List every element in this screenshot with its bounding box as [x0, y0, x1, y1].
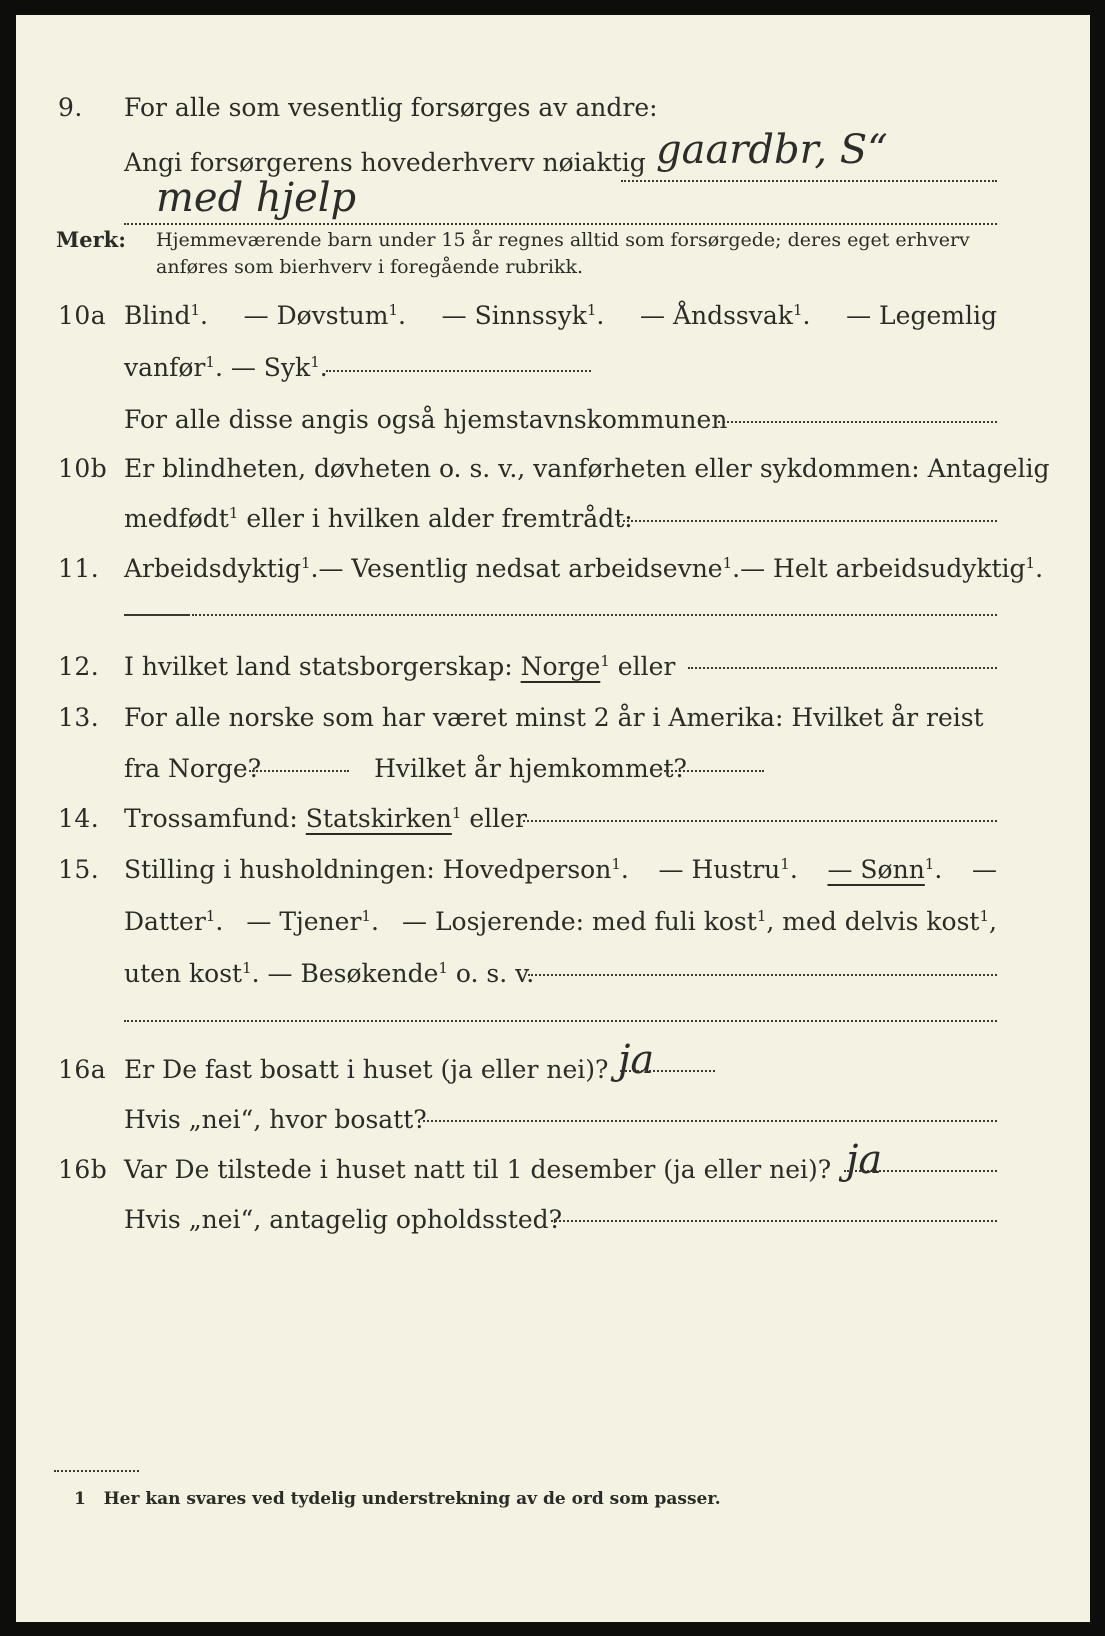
question-15-line3: [16, 953, 1090, 993]
census-form-page: [16, 15, 1090, 1622]
question-12-row: [16, 646, 1090, 686]
question-text: medfødt$^1$ eller i hvilken alder fremtrådt:: [124, 504, 633, 533]
question-16b-line2: [16, 1199, 1090, 1239]
question-10b-row: [16, 448, 1090, 488]
answer-line: [518, 820, 997, 822]
question-number: 13.: [58, 703, 100, 732]
question-text: I hvilket land statsborgerskap: Norge$^1$ eller: [124, 652, 676, 681]
question-text: For alle norske som har været minst 2 år i Amerika: Hvilket år reist: [124, 703, 984, 732]
footnote: [74, 1489, 721, 1509]
question-16a-line2: [16, 1099, 1090, 1139]
question-text: uten kost$^1$. — Besøkende$^1$ o. s. v.: [124, 959, 535, 988]
question-number: 16a: [58, 1055, 107, 1084]
answer-line: [688, 667, 997, 669]
footnote-mark: 1: [74, 1489, 86, 1509]
question-text: Er De fast bosatt i huset (ja eller nei)?: [124, 1055, 609, 1084]
answer-line: [124, 223, 997, 225]
handwritten-answer: ja: [618, 1037, 655, 1083]
question-9-row: [16, 87, 1090, 127]
question-text: vanfør$^1$. — Syk$^1$.: [124, 353, 328, 382]
handwritten-answer: med hjelp: [156, 175, 357, 221]
answer-line: [618, 520, 997, 522]
question-15-line2: [16, 901, 1090, 941]
answer-line: [326, 370, 591, 372]
question-text: Hvis „nei“, antagelig opholdssted?: [124, 1205, 563, 1234]
question-text: Angi forsørgerens hovederhverv nøiaktig: [124, 148, 646, 177]
answer-line: [664, 770, 764, 772]
question-text: Stilling i husholdningen: Hovedperson$^1$. — Hustru$^1$. — Sønn$^1$. —: [124, 855, 997, 884]
answer-line: [718, 421, 997, 423]
question-10b-line2: [16, 498, 1090, 538]
handwritten-answer: ja: [846, 1137, 883, 1183]
question-text: Datter$^1$. — Tjener$^1$. — Losjerende: med fuli kost$^1$, med delvis kost$^1$,: [124, 907, 997, 936]
question-text: Var De tilstede i huset natt til 1 desember (ja eller nei)?: [124, 1155, 832, 1184]
question-number: 9.: [58, 93, 83, 122]
note-text: anføres som bierhverv i foregående rubrikk.: [156, 256, 584, 278]
answer-line: [620, 1070, 715, 1072]
answer-line: [124, 1020, 997, 1022]
answer-line: [528, 974, 997, 976]
note-text: Hjemmeværende barn under 15 år regnes alltid som forsørgede; deres eget erhverv: [156, 229, 970, 251]
answer-line: [192, 614, 997, 616]
question-13-row: [16, 697, 1090, 737]
question-16a-row: [16, 1049, 1090, 1089]
answer-line: [844, 1170, 997, 1172]
underlined-answer: Norge: [520, 652, 601, 681]
question-number: 12.: [58, 652, 100, 681]
underlined-answer: Statskirken: [305, 804, 452, 833]
answer-line-stroke: [124, 614, 190, 616]
footnote-text: Her kan svares ved tydelig understrekning av de ord som passer.: [103, 1489, 721, 1509]
question-16b-row: [16, 1149, 1090, 1189]
question-number: 14.: [58, 804, 100, 833]
question-text: For alle som vesentlig forsørges av andre:: [124, 93, 658, 122]
question-number: 11.: [58, 554, 100, 583]
question-text: Hvis „nei“, hvor bosatt?: [124, 1105, 427, 1134]
answer-line: [249, 770, 349, 772]
handwritten-answer: gaardbr, S“: [656, 127, 888, 173]
question-text: Er blindheten, døvheten o. s. v., vanførheten eller sykdommen: Antagelig: [124, 454, 1050, 483]
question-number: 15.: [58, 855, 100, 884]
question-10a-line2: [16, 347, 1090, 387]
question-10a-line3: [16, 399, 1090, 439]
question-number: 16b: [58, 1155, 108, 1184]
question-10a-row: [16, 295, 1090, 335]
question-text: Blind$^1$. — Døvstum$^1$. — Sinnssyk$^1$. — Åndssvak$^1$. — Legemlig: [124, 301, 997, 330]
question-text: Trossamfund: Statskirken$^1$ eller: [124, 804, 527, 833]
underlined-answer: — Sønn: [827, 855, 925, 884]
question-text: fra Norge? Hvilket år hjemkommet?: [124, 754, 687, 783]
answer-line: [551, 1220, 997, 1222]
question-number: 10a: [58, 301, 107, 330]
footnote-rule: [54, 1470, 139, 1472]
question-15-row: [16, 849, 1090, 889]
question-11-row: [16, 548, 1090, 588]
answer-line: [418, 1120, 997, 1122]
question-number: 10b: [58, 454, 108, 483]
question-14-row: [16, 798, 1090, 838]
question-13-line2: [16, 748, 1090, 788]
answer-line: [621, 180, 997, 182]
note-label: Merk:: [56, 227, 126, 252]
question-text: Arbeidsdyktig$^1$. — Vesentlig nedsat arbeidsevne$^1$. — Helt arbeidsudyktig$^1$.: [124, 554, 1044, 583]
question-text: For alle disse angis også hjemstavnskommunen: [124, 405, 728, 434]
